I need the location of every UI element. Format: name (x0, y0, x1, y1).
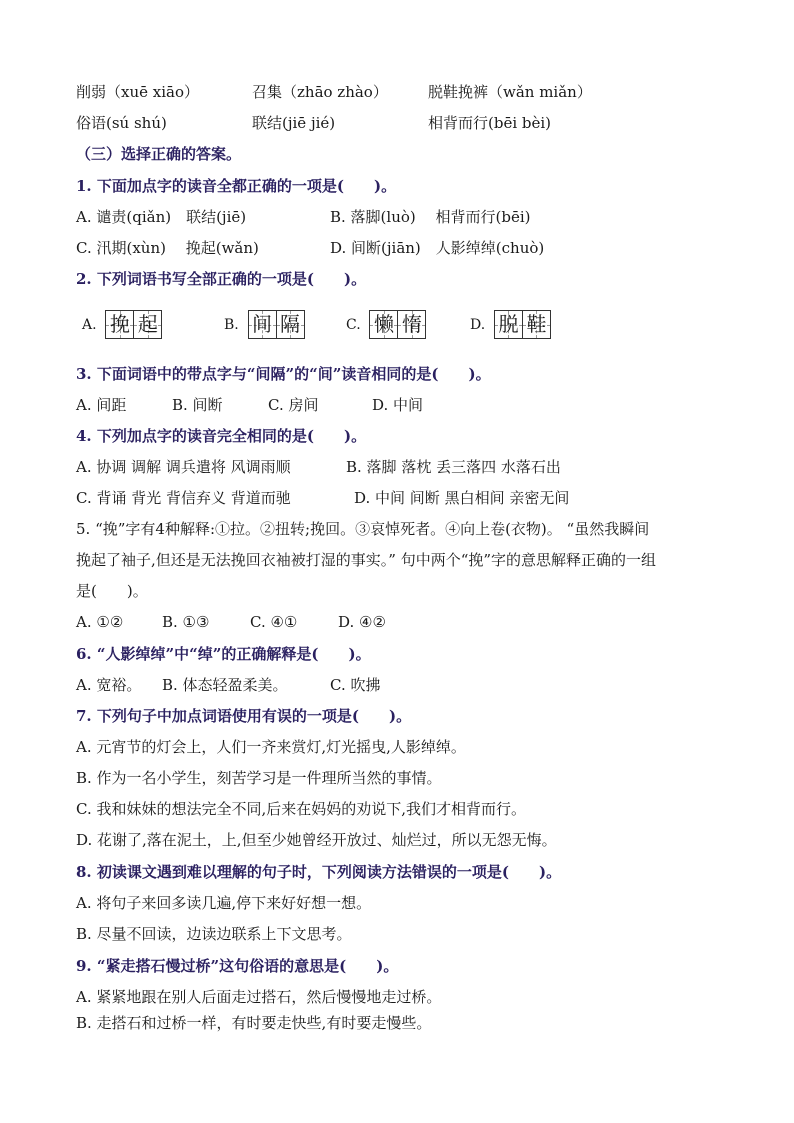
writing-grid (494, 310, 551, 339)
question-1-stem: 1. 下面加点字的读音全都正确的一项是( )。 (76, 177, 397, 195)
pinyin-item: 相背而行(bēi bèi) (428, 114, 552, 132)
grid-cell: 脱 (495, 311, 523, 338)
grid-cell: 挽 (106, 311, 134, 338)
option-c: C. 背诵 背光 背信弃义 背道而驰 (76, 489, 291, 507)
option-c (346, 310, 426, 339)
option-b (224, 310, 305, 339)
question-7-stem: 7. 下列句子中加点词语使用有误的一项是( )。 (76, 707, 412, 725)
pinyin-item: 联结(jiē jié) (252, 114, 336, 132)
option-b: B. 落脚 落枕 丢三落四 水落石出 (346, 458, 561, 476)
option-a (82, 310, 162, 339)
question-6-stem: 6. “人影绰绰”中“绰”的正确解释是( )。 (76, 645, 371, 663)
question-5-stem-line-1: 5. “挽”字有4种解释:①拉。②扭转;挽回。③哀悼死者。④向上卷(衣物)。 “虽然我瞬间 (76, 520, 650, 538)
option-c: C. 吹拂 (330, 676, 381, 694)
option-d: D. ④② (338, 613, 386, 631)
grid-cell: 间 (249, 311, 277, 338)
grid-cell: 起 (134, 311, 161, 338)
question-5-stem-line-2: 挽起了袖子,但还是无法挽回衣袖被打湿的事实。” 句中两个“挽”字的意思解释正确的一组 (76, 551, 657, 569)
question-8-option-a: A. 将句子来回多读几遍,停下来好好想一想。 (76, 894, 372, 912)
option-b: B. 体态轻盈柔美。 (162, 676, 288, 694)
question-9-option-a: A. 紧紧地跟在别人后面走过搭石，然后慢慢地走过桥。 (76, 988, 442, 1006)
option-d: D. 间断(jiān) 人影绰绰(chuò) (330, 239, 545, 257)
option-b: B. ①③ (162, 613, 210, 631)
question-5-stem-line-3: 是( )。 (76, 582, 148, 600)
writing-grid (248, 310, 305, 339)
question-9-stem: 9. “紧走搭石慢过桥”这句俗语的意思是( )。 (76, 957, 399, 975)
option-label: A. (82, 316, 97, 333)
question-8-option-b: B. 尽量不回读，边读边联系上下文思考。 (76, 925, 352, 943)
question-2-options (76, 305, 764, 345)
option-d: D. 中间 (372, 396, 424, 414)
section-title: （三）选择正确的答案。 (76, 145, 242, 163)
question-7-option-b: B. 作为一名小学生，刻苦学习是一件理所当然的事情。 (76, 769, 442, 787)
option-label: B. (224, 316, 239, 333)
pinyin-item: 俗语(sú shú) (76, 114, 167, 132)
question-8-stem: 8. 初读课文遇到难以理解的句子时，下列阅读方法错误的一项是( )。 (76, 863, 562, 881)
question-2-stem: 2. 下列词语书写全部正确的一项是( )。 (76, 270, 367, 288)
question-7-option-c: C. 我和妹妹的想法完全不同,后来在妈妈的劝说下,我们才相背而行。 (76, 800, 527, 818)
option-label: D. (470, 316, 486, 333)
grid-cell: 隔 (277, 311, 304, 338)
option-d (470, 310, 551, 339)
question-9-option-b: B. 走搭石和过桥一样，有时要走快些,有时要走慢些。 (76, 1014, 432, 1032)
option-d: D. 中间 间断 黑白相间 亲密无间 (354, 489, 570, 507)
writing-grid (105, 310, 162, 339)
pinyin-item: 削弱（xuē xiāo） (76, 83, 199, 101)
option-b: B. 落脚(luò) 相背而行(bēi) (330, 208, 531, 226)
option-a: A. 间距 (76, 396, 127, 414)
grid-cell: 懒 (370, 311, 398, 338)
option-c: C. 房间 (268, 396, 319, 414)
question-7-option-a: A. 元宵节的灯会上，人们一齐来赏灯,灯光摇曳,人影绰绰。 (76, 738, 466, 756)
option-c: C. 汛期(xùn) 挽起(wǎn) (76, 239, 259, 257)
writing-grid (369, 310, 426, 339)
option-a: A. 宽裕。 (76, 676, 142, 694)
pinyin-item: 召集（zhāo zhào） (252, 83, 388, 101)
question-3-stem: 3. 下面词语中的带点字与“间隔”的“间”读音相同的是( )。 (76, 365, 491, 383)
question-4-stem: 4. 下列加点字的读音完全相同的是( )。 (76, 427, 367, 445)
grid-cell: 鞋 (523, 311, 550, 338)
option-a: A. ①② (76, 613, 124, 631)
option-a: A. 谴责(qiǎn) 联结(jiē) (76, 208, 247, 226)
option-a: A. 协调 调解 调兵遣将 风调雨顺 (76, 458, 291, 476)
option-label: C. (346, 316, 361, 333)
option-c: C. ④① (250, 613, 298, 631)
pinyin-item: 脱鞋挽裤（wǎn miǎn） (428, 83, 592, 101)
grid-cell: 惰 (398, 311, 425, 338)
question-7-option-d: D. 花谢了,落在泥土，上,但至少她曾经开放过、灿烂过，所以无怨无悔。 (76, 831, 557, 849)
option-b: B. 间断 (172, 396, 223, 414)
